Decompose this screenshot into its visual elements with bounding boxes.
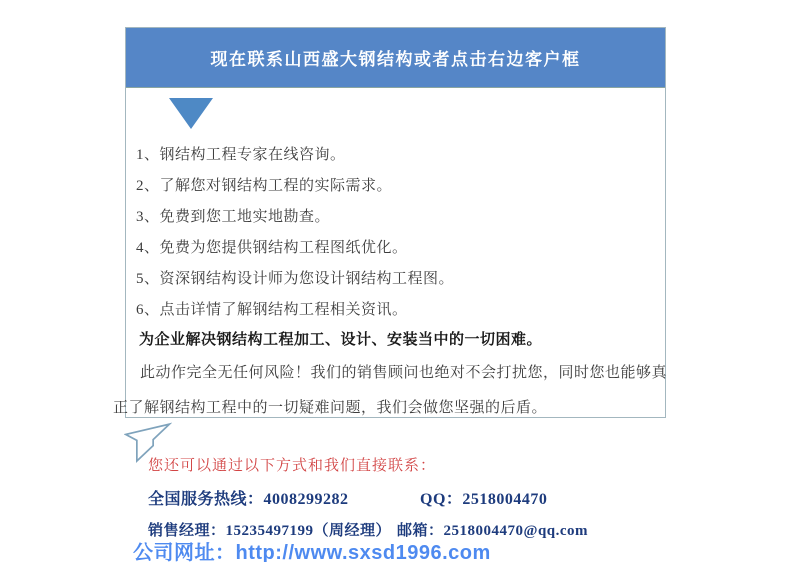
website-label: 公司网址： (133, 542, 236, 562)
qq-label: QQ： (420, 491, 463, 508)
down-triangle-icon (169, 98, 213, 129)
list-item: 1、钢结构工程专家在线咨询。 (136, 147, 346, 163)
list-item: 3、免费到您工地实地勘查。 (136, 209, 331, 225)
contact-intro-text: 您还可以通过以下方式和我们直接联系： (148, 458, 437, 474)
promo-box (113, 27, 668, 418)
list-item: 2、了解您对钢结构工程的实际需求。 (136, 178, 393, 194)
manager-label: 销售经理： (148, 523, 226, 539)
promo-header (126, 28, 665, 88)
website-row (133, 536, 491, 562)
list-item: 4、免费为您提供钢结构工程图纸优化。 (136, 240, 408, 256)
summary-bold-line: 为企业解决钢结构工程加工、设计、安装当中的一切困难。 (139, 332, 543, 348)
hotline-label: 全国服务热线： (148, 491, 264, 508)
risk-free-paragraph: 此动作完全无任何风险！我们的销售顾问也绝对不会打扰您，同时您也能够真正了解钢结构工程中的一切疑难问题，我们会做您坚强的后盾。 (113, 365, 668, 416)
qq-row (420, 486, 547, 509)
hotline-row (148, 486, 349, 509)
list-item: 5、资深钢结构设计师为您设计钢结构工程图。 (136, 271, 455, 287)
qq-number: 2518004470 (462, 491, 548, 508)
hotline-number: 4008299282 (263, 491, 349, 508)
email-label: 邮箱： (397, 523, 444, 539)
promo-header-title: 现在联系山西盛大钢结构或者点击右边客户框 (210, 50, 581, 69)
list-item: 6、点击详情了解钢结构工程相关资讯。 (136, 302, 408, 318)
email-value: 2518004470@qq.com (443, 523, 589, 539)
benefit-list (136, 140, 663, 326)
manager-phone: 15235497199（周经理） (225, 523, 392, 539)
website-link[interactable]: http://www.sxsd1996.com (235, 542, 491, 562)
